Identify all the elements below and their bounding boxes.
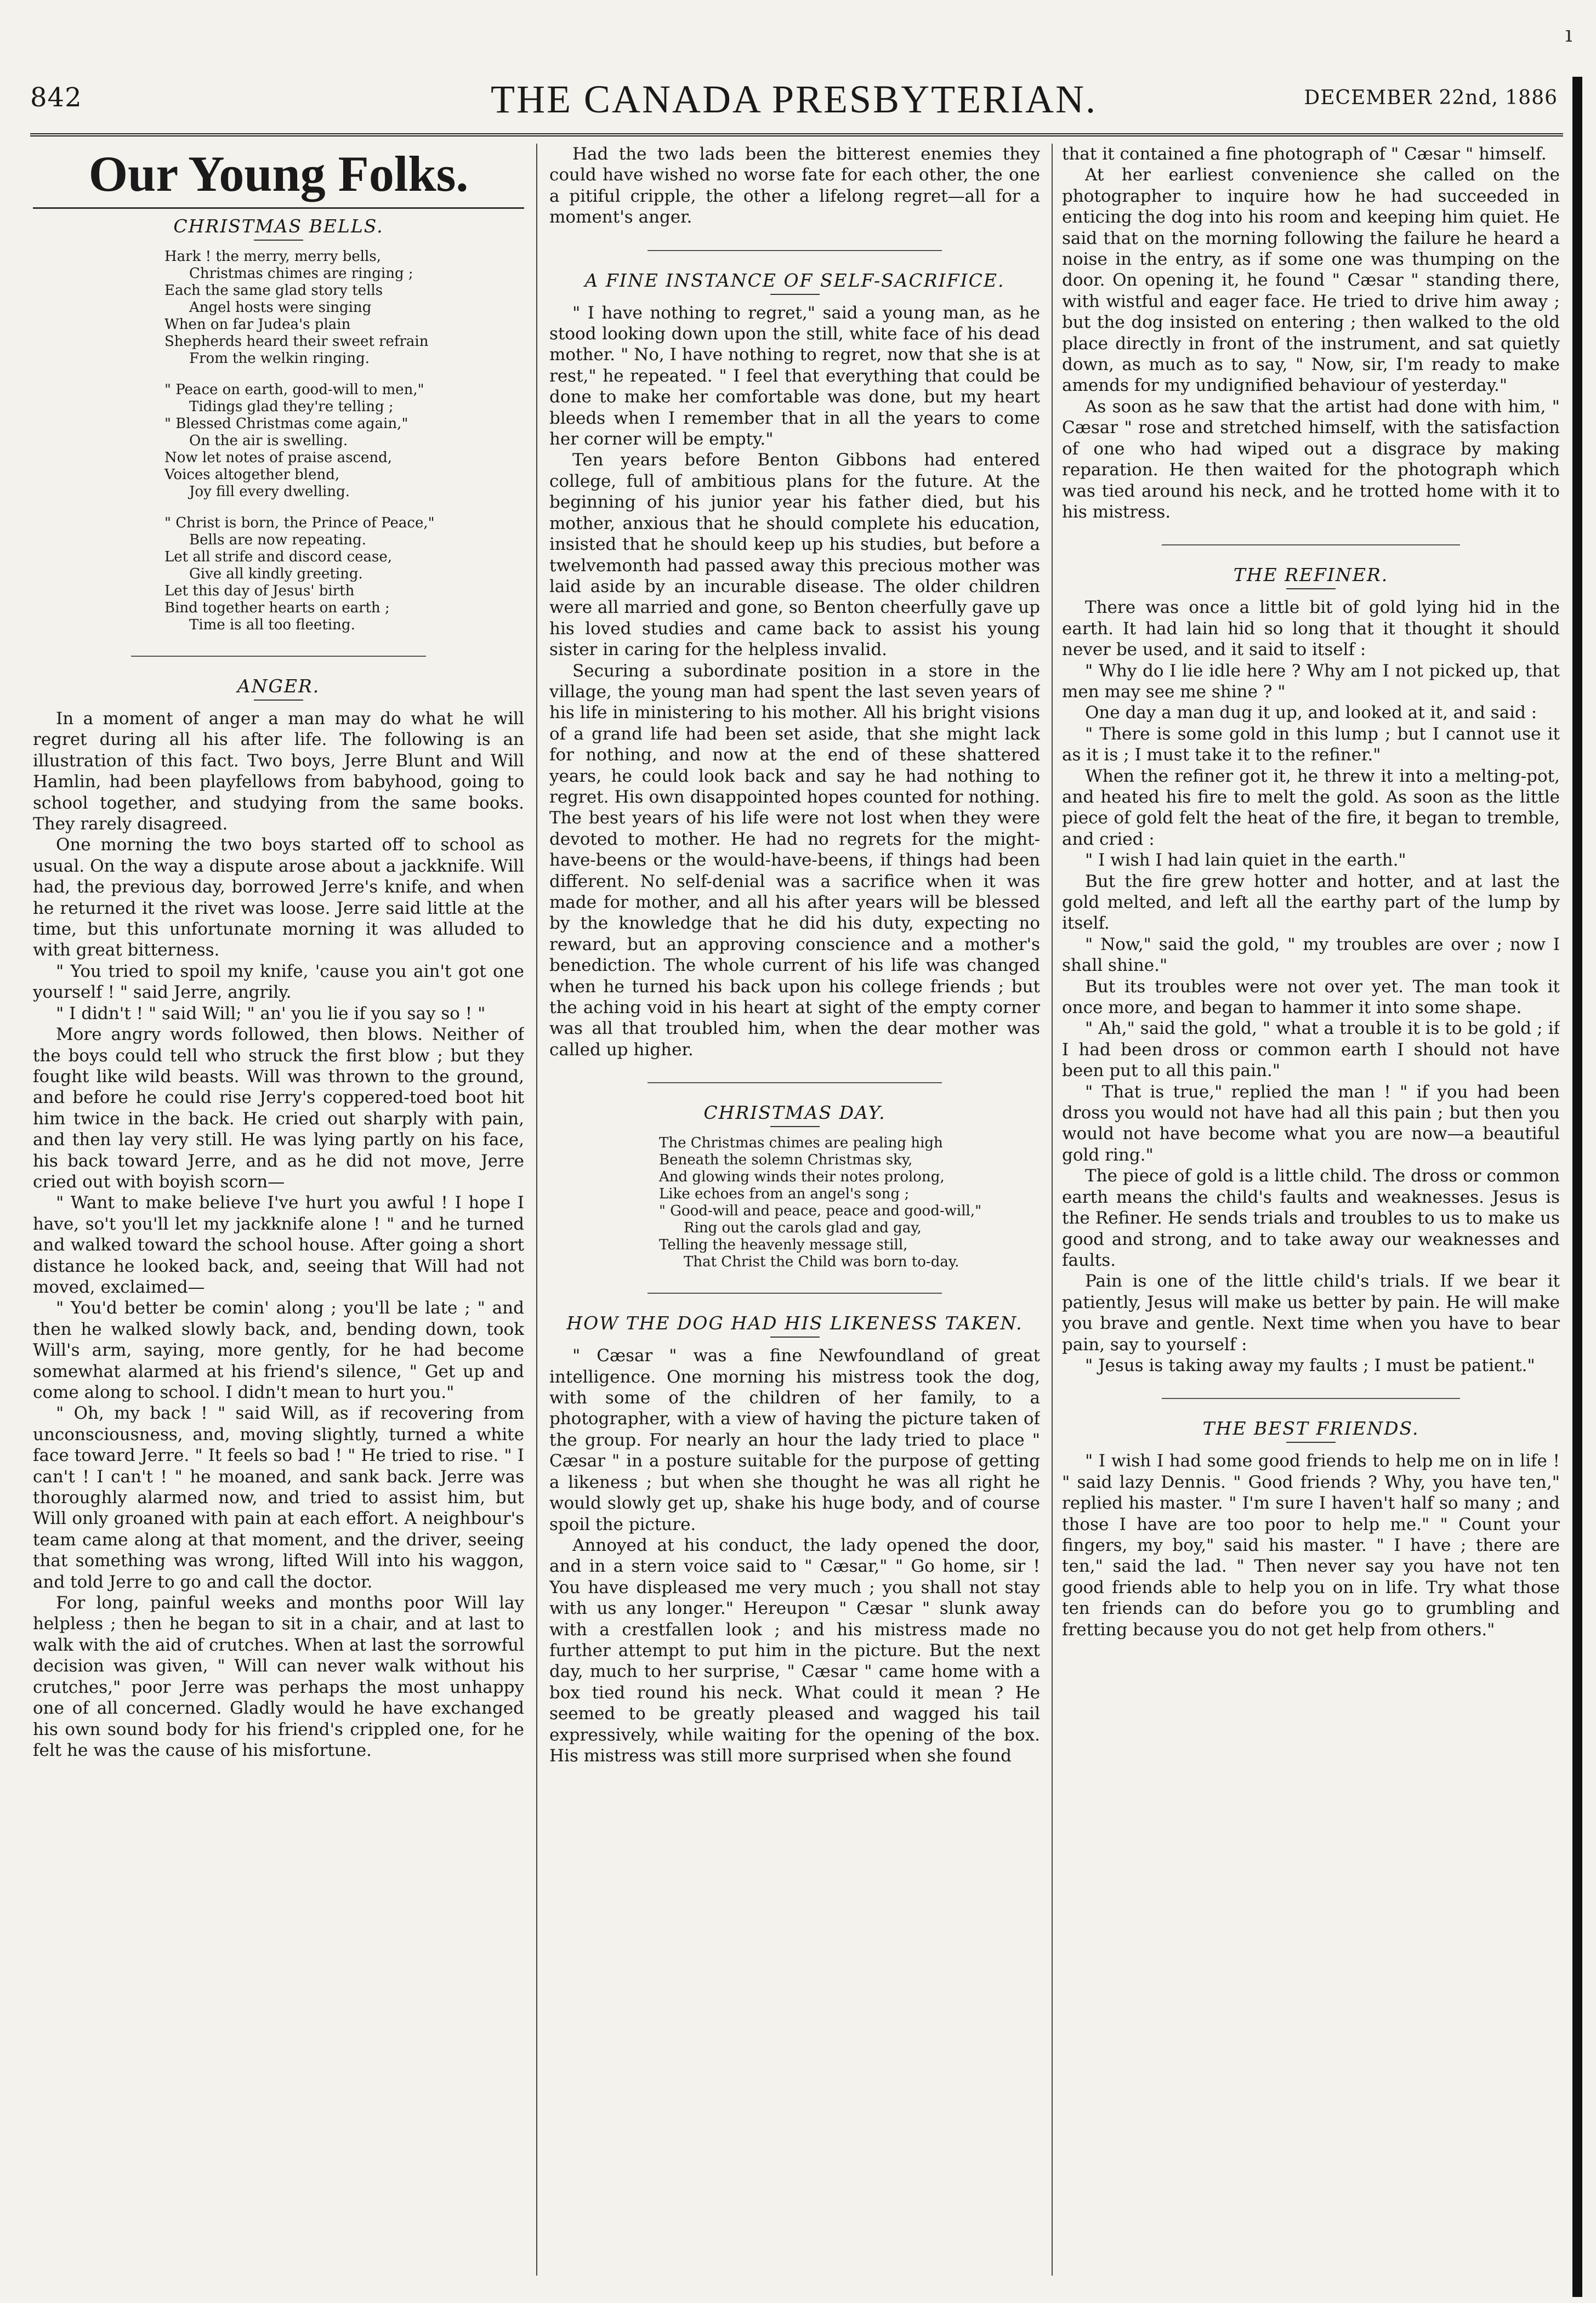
article-heading-refiner: THE REFINER.: [1233, 564, 1389, 586]
header-rule: [30, 133, 1563, 137]
paragraph: " I wish I had lain quiet in the earth.": [1085, 850, 1406, 871]
heading-rule: [770, 1337, 820, 1338]
paragraph: Had the two lads been the bitterest enemies they could have wished no worse fate for each other, the one a pitiful cripple, the other a lifelong regret—all for a moment's anger.: [549, 144, 1040, 228]
poem-line: Beneath the solemn Christmas sky,: [659, 1152, 913, 1169]
article-separator: [648, 1293, 942, 1294]
poem-line: Time is all too fleeting.: [189, 617, 355, 633]
heading-rule: [1286, 588, 1336, 589]
article-heading-self-sacrifice: A FINE INSTANCE OF SELF-SACRIFICE.: [584, 269, 1005, 291]
article-heading-best-friends: THE BEST FRIENDS.: [1202, 1418, 1419, 1440]
poem-line: Telling the heavenly message still,: [659, 1237, 908, 1254]
poem-line: Angel hosts were singing: [189, 299, 372, 316]
poem-line: The Christmas chimes are pealing high: [659, 1135, 943, 1152]
paragraph: " I wish I had some good friends to help me on in life ! " said lazy Dennis. " Good friends ? Why, you have ten," replied his master. " I'm sure I haven't half so many ; and those I have are too poor to help me." " Count your fingers, my boy," said his master. " I have ; there are ten," said the lad. " Then never say you have not ten good friends able to help you on in life. Try what those ten friends can do before you go to grumbling and fretting because you do not get help from others.": [1062, 1451, 1560, 1640]
masthead-title: THE CANADA PRESBYTERIAN.: [490, 77, 1098, 121]
page-number: 842: [30, 82, 82, 113]
paragraph: " You tried to spoil my knife, 'cause you ain't got one yourself ! " said Jerre, angrily.: [33, 961, 524, 1003]
article-body-dog-continued: [1062, 144, 1560, 522]
poem-line: Let all strife and discord cease,: [164, 549, 393, 565]
article-body-anger-continued: [549, 144, 1040, 228]
article-body-anger: [33, 708, 524, 1761]
paragraph: In a moment of anger a man may do what he will regret during all his after life. The following is an illustration of this fact. Two boys, Jerre Blunt and Will Hamlin, had been playfellows from babyhood, going to school together, and studying from the same books. They rarely disagreed.: [33, 709, 524, 834]
paragraph: When the refiner got it, he threw it into a melting-pot, and heated his fire to melt the gold. As soon as the little piece of gold felt the heat of the fire, it began to tremble, and cried :: [1062, 766, 1560, 849]
poem-line: That Christ the Child was born to-day.: [684, 1254, 959, 1271]
poem-line: On the air is swelling.: [189, 433, 348, 449]
column-rule: [536, 144, 537, 2276]
paragraph: " Want to make believe I've hurt you awful ! I hope I have, so't you'll let my jackknife alone ! " and he turned and walked toward the school house. After going a short distance he looked back, and, seeing that Will had not moved, exclaimed—: [33, 1193, 524, 1297]
paragraph: Ten years before Benton Gibbons had entered college, full of ambitious plans for the future. At the beginning of his junior year his father died, but his mother, anxious that he should complete his education, insisted that he should keep up his studies, but before a twelvemonth had passed away this precious mother was laid aside by an incurable disease. The older children were all married and gone, so Benton cheerfully gave up his loved studies and came back to assist his young sister in caring for the helpless invalid.: [549, 450, 1040, 660]
paragraph: One day a man dug it up, and looked at it, and said :: [1085, 703, 1537, 723]
poem-line: Give all kindly greeting.: [189, 566, 363, 582]
poem-line: Voices altogether blend,: [164, 467, 340, 483]
article-heading-dog-likeness: HOW THE DOG HAD HIS LIKENESS TAKEN.: [566, 1312, 1023, 1334]
paragraph: As soon as he saw that the artist had done with him, " Cæsar " rose and stretched himself, with the satisfaction of one who had wiped out a disgrace by making reparation. He then waited for the photograph which was tied around his neck, and he trotted home with it to his mistress.: [1062, 396, 1560, 522]
column-3: [1062, 144, 1560, 2292]
poem-line: Christmas chimes are ringing ;: [189, 265, 413, 282]
page-header: [30, 77, 1558, 137]
heading-rule: [1286, 1442, 1336, 1443]
paragraph: There was once a little bit of gold lying hid in the earth. It had lain hid so long that it thought it should never be used, and it said to itself :: [1062, 598, 1560, 660]
paragraph: that it contained a fine photograph of " Cæsar " himself.: [1062, 144, 1547, 164]
article-body-dog-likeness: [549, 1345, 1040, 1766]
paragraph: " Cæsar " was a fine Newfoundland of great intelligence. One morning his mistress took the dog, with some of the children of her family, to a photographer, with a view of having the picture taken of the group. For nearly an hour the lady tried to place " Cæsar " in a posture suitable for the purpose of getting a likeness ; but when she thought he was all right he would slowly get up, shake his huge body, and of course spoil the picture.: [549, 1346, 1040, 1534]
stanza-break: [33, 501, 524, 515]
paragraph: The piece of gold is a little child. The dross or common earth means the child's faults and weaknesses. Jesus is the Refiner. He sends trials and troubles to us to make us good and strong, and to take away our weaknesses and faults.: [1062, 1166, 1560, 1270]
section-title: Our Young Folks.: [33, 144, 524, 209]
poem-line: Tidings glad they're telling ;: [189, 399, 394, 415]
paragraph: " That is true," replied the man ! " if you had been dross you would not have had all this pain ; but then you would not have become what you are now—a beautiful gold ring.": [1062, 1082, 1560, 1165]
poem-line: Hark ! the merry, merry bells,: [164, 248, 381, 265]
paragraph: Securing a subordinate position in a store in the village, the young man had spent the last seven years of his life in ministering to his mother. All his bright visions of a grand life had been set aside, that she might lack for nothing, and now at the end of these shattered years, he could look back and say he had nothing to regret. His own disappointed hopes counted for nothing. The best years of his life were not lost when they were devoted to mother. He had no regrets for the might-have-beens or the would-have-beens, if things had been different. No self-denial was a sacrifice when it was made for mother, and all his after years will be blessed by the knowledge that he did his duty, expecting no reward, but an approving conscience and a mother's benediction. The whole current of his life was changed when he turned his back upon his college friends ; but the aching void in his heart at sight of the empty corner was all that troubled him, when the dear mother was called up higher.: [549, 661, 1040, 1060]
poem-line: " Blessed Christmas come again,": [164, 416, 408, 432]
poem-line: Now let notes of praise ascend,: [164, 450, 393, 466]
paragraph: " Now," said the gold, " my troubles are over ; now I shall shine.": [1062, 934, 1560, 976]
article-separator: [1162, 1398, 1461, 1399]
poem-line: " Peace on earth, good-will to men,": [164, 382, 424, 398]
poem-line: When on far Judea's plain: [164, 316, 351, 333]
column-2: [549, 144, 1040, 2292]
article-separator: [131, 656, 426, 657]
poem-line: Ring out the carols glad and gay,: [684, 1220, 922, 1237]
paragraph: Annoyed at his conduct, the lady opened the door, and in a stern voice said to " Cæsar," " Go home, sir ! You have displeased me very much ; you shall not stay with us any longer." Hereupon " Cæsar " slunk away with a crestfallen look ; and his mistress made no further attempt to put him in the picture. But the next day, much to her surprise, " Cæsar " came home with a box tied round his neck. What could it mean ? He seemed to be greatly pleased and wagged his tail expressively, while waiting for the opening of the box. His mistress was still more surprised when she found: [549, 1535, 1040, 1766]
paragraph: " Oh, my back ! " said Will, as if recovering from unconsciousness, and, moving slightly, turned a white face toward Jerre. " It feels so bad ! " He tried to rise. " I can't ! I can't ! " he moaned, and sank back. Jerre was thoroughly alarmed now, and tried to assist him, but Will only groaned with pain at each effort. A neighbour's team came along at that moment, and the driver, seeing that something was wrong, lifted Will into his waggon, and told Jerre to go and call the doctor.: [33, 1403, 524, 1592]
article-separator: [648, 1082, 942, 1083]
article-separator: [648, 250, 942, 251]
column-1: [33, 144, 524, 2292]
margin-mark: ı: [1565, 22, 1572, 47]
paragraph: " Jesus is taking away my faults ; I must be patient.": [1085, 1355, 1535, 1375]
article-heading-anger: ANGER.: [237, 675, 320, 697]
poem-line: " Christ is born, the Prince of Peace,": [164, 515, 435, 531]
paragraph: At her earliest convenience she called on the photographer to inquire how he had succeeded in enticing the dog into his room and keeping him quiet. He said that on the morning following the failure he heard a noise in the entry, as if some one was thumping on the door. On opening it, he found " Cæsar " standing there, with wistful and eager face. He tried to drive him away ; but the dog insisted on entering ; then walked to the old place directly in front of the instrument, and sat quietly down, as much as to say, " Now, sir, I'm ready to make amends for my undignified behaviour of yesterday.": [1062, 165, 1560, 396]
binding-edge: [1572, 77, 1582, 2297]
poem-line: " Good-will and peace, peace and good-will,": [659, 1203, 982, 1220]
paragraph: But the fire grew hotter and hotter, and at last the gold melted, and left all the earthy part of the lump by itself.: [1062, 871, 1560, 934]
paragraph: More angry words followed, then blows. Neither of the boys could tell who struck the first blow ; but they fought like wild beasts. Will was thrown to the ground, and before he could rise Jerry's coppered-toed boot hit him twice in the back. He cried out sharply with pain, and then lay very still. He was lying partly on his face, his back toward Jerre, and as he did not move, Jerre cried out with boyish scorn—: [33, 1025, 524, 1192]
paragraph: " I have nothing to regret," said a young man, as he stood looking down upon the still, white face of his dead mother. " No, I have nothing to regret, now that she is at rest," he repeated. " I feel that everything that could be done to make her comfortable was done, but my heart bleeds when I remember that in all the years to come her corner will be empty.": [549, 303, 1040, 450]
article-separator: [1162, 544, 1461, 545]
paragraph: " Ah," said the gold, " what a trouble it is to be gold ; if I had been dross or common earth I should not have been put to all this pain.": [1062, 1019, 1560, 1081]
article-body-self-sacrifice: [549, 303, 1040, 1061]
poem-christmas-bells: [33, 248, 524, 634]
poem-heading-christmas-day: CHRISTMAS DAY.: [703, 1102, 886, 1124]
poem-line: Joy fill every dwelling.: [189, 484, 350, 500]
poem-line: Like echoes from an angel's song ;: [659, 1186, 910, 1203]
heading-rule: [254, 240, 303, 241]
paragraph: But its troubles were not over yet. The man took it once more, and began to hammer it into some shape.: [1062, 976, 1560, 1018]
paragraph: " You'd better be comin' along ; you'll be late ; " and then he walked slowly back, and, bending down, took Will's arm, saying, more gently, for he had become somewhat alarmed at his friend's silence, " Get up and come along to school. I didn't mean to hurt you.": [33, 1298, 524, 1402]
poem-line: From the welkin ringing.: [189, 350, 370, 367]
paragraph: One morning the two boys started off to school as usual. On the way a dispute arose about a jackknife. Will had, the previous day, borrowed Jerre's knife, and when he returned it the rivet was loose. Jerre said little at the time, but this unfortunate morning it was alluded to with great bitterness.: [33, 835, 524, 960]
column-rule: [1052, 144, 1053, 2276]
heading-rule: [770, 1126, 820, 1127]
paragraph: Pain is one of the little child's trials. If we bear it patiently, Jesus will make us better by pain. He will make you brave and gentle. Next time when you have to bear pain, say to yourself :: [1062, 1271, 1560, 1355]
paragraph: " I didn't ! " said Will; " an' you lie if you say so ! ": [56, 1003, 486, 1023]
paragraph: " Why do I lie idle here ? Why am I not picked up, that men may see me shine ? ": [1062, 661, 1560, 702]
stanza-break: [33, 367, 524, 382]
issue-date: DECEMBER 22nd, 1886: [1304, 87, 1558, 109]
article-body-refiner: [1062, 597, 1560, 1376]
poem-heading-christmas-bells: CHRISTMAS BELLS.: [173, 215, 384, 237]
heading-rule: [770, 294, 820, 295]
paragraph: For long, painful weeks and months poor Will lay helpless ; then he began to sit in a chair, and at last to walk with the aid of crutches. When at last the sorrowful decision was given, " Will can never walk without his crutches," poor Jerre was perhaps the most unhappy one of all concerned. Gladly would he have exchanged his own sound body for his friend's crippled one, for he felt he was the cause of his misfortune.: [33, 1593, 524, 1760]
poem-line: Bells are now repeating.: [189, 532, 366, 548]
poem-line: Shepherds heard their sweet refrain: [164, 333, 429, 350]
poem-line: Let this day of Jesus' birth: [164, 583, 355, 599]
heading-rule: [254, 700, 303, 701]
poem-line: Bind together hearts on earth ;: [164, 600, 390, 616]
poem-line: And glowing winds their notes prolong,: [659, 1169, 945, 1186]
paragraph: " There is some gold in this lump ; but I cannot use it as it is ; I must take it to the refiner.": [1062, 724, 1560, 765]
poem-christmas-day: [549, 1135, 1040, 1271]
article-body-best-friends: [1062, 1451, 1560, 1640]
poem-line: Each the same glad story tells: [164, 282, 383, 299]
